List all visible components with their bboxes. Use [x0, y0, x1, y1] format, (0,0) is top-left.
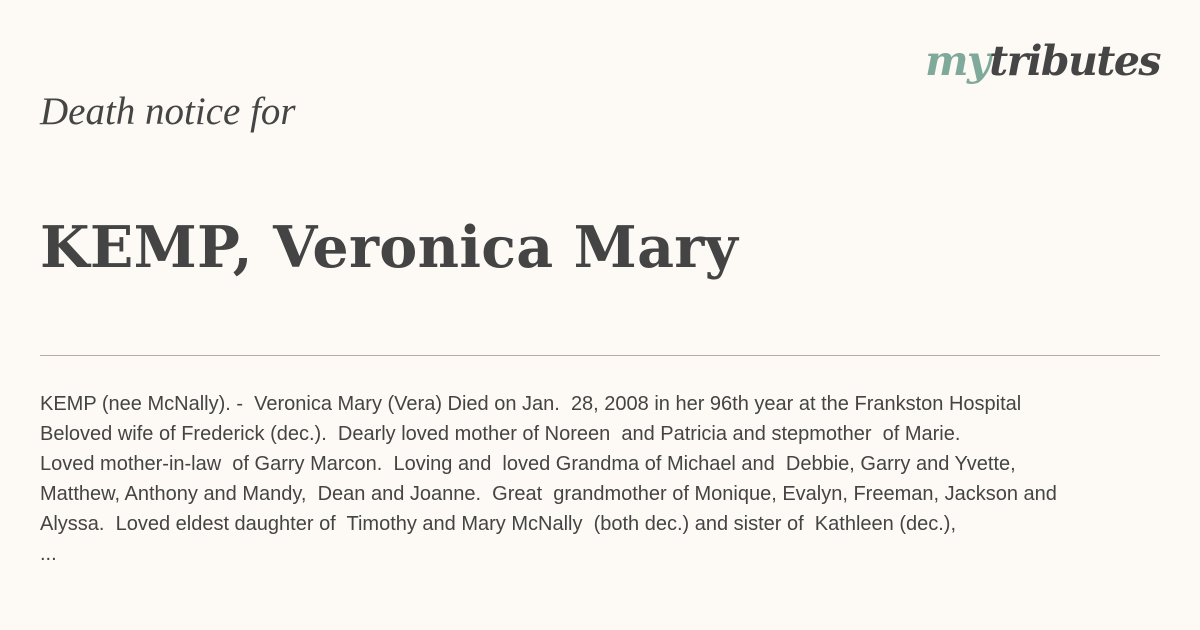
notice-body-line: Alyssa. Loved eldest daughter of Timothy and Mary McNally (both dec.) and sister of Kathleen (dec.),	[40, 513, 956, 535]
notice-body	[40, 389, 1190, 569]
divider	[40, 355, 1160, 356]
deceased-name-heading: KEMP, Veronica Mary	[40, 214, 739, 281]
logo-my-text: my	[925, 37, 990, 85]
notice-type-label: Death notice for	[40, 90, 296, 133]
notice-body-line: KEMP (nee McNally). - Veronica Mary (Vera) Died on Jan. 28, 2008 in her 96th year at the Frankston Hospital	[40, 393, 1022, 415]
notice-body-ellipsis: ...	[40, 543, 57, 565]
logo-tributes-text: tributes	[989, 37, 1160, 85]
notice-body-line: Loved mother-in-law of Garry Marcon. Loving and loved Grandma of Michael and Debbie, Garry and Yvette,	[40, 453, 1016, 475]
mytributes-logo	[925, 36, 1160, 86]
notice-body-line: Beloved wife of Frederick (dec.). Dearly loved mother of Noreen and Patricia and stepmother of Marie.	[40, 423, 961, 445]
notice-body-line: Matthew, Anthony and Mandy, Dean and Joanne. Great grandmother of Monique, Evalyn, Freeman, Jackson and	[40, 483, 1057, 505]
